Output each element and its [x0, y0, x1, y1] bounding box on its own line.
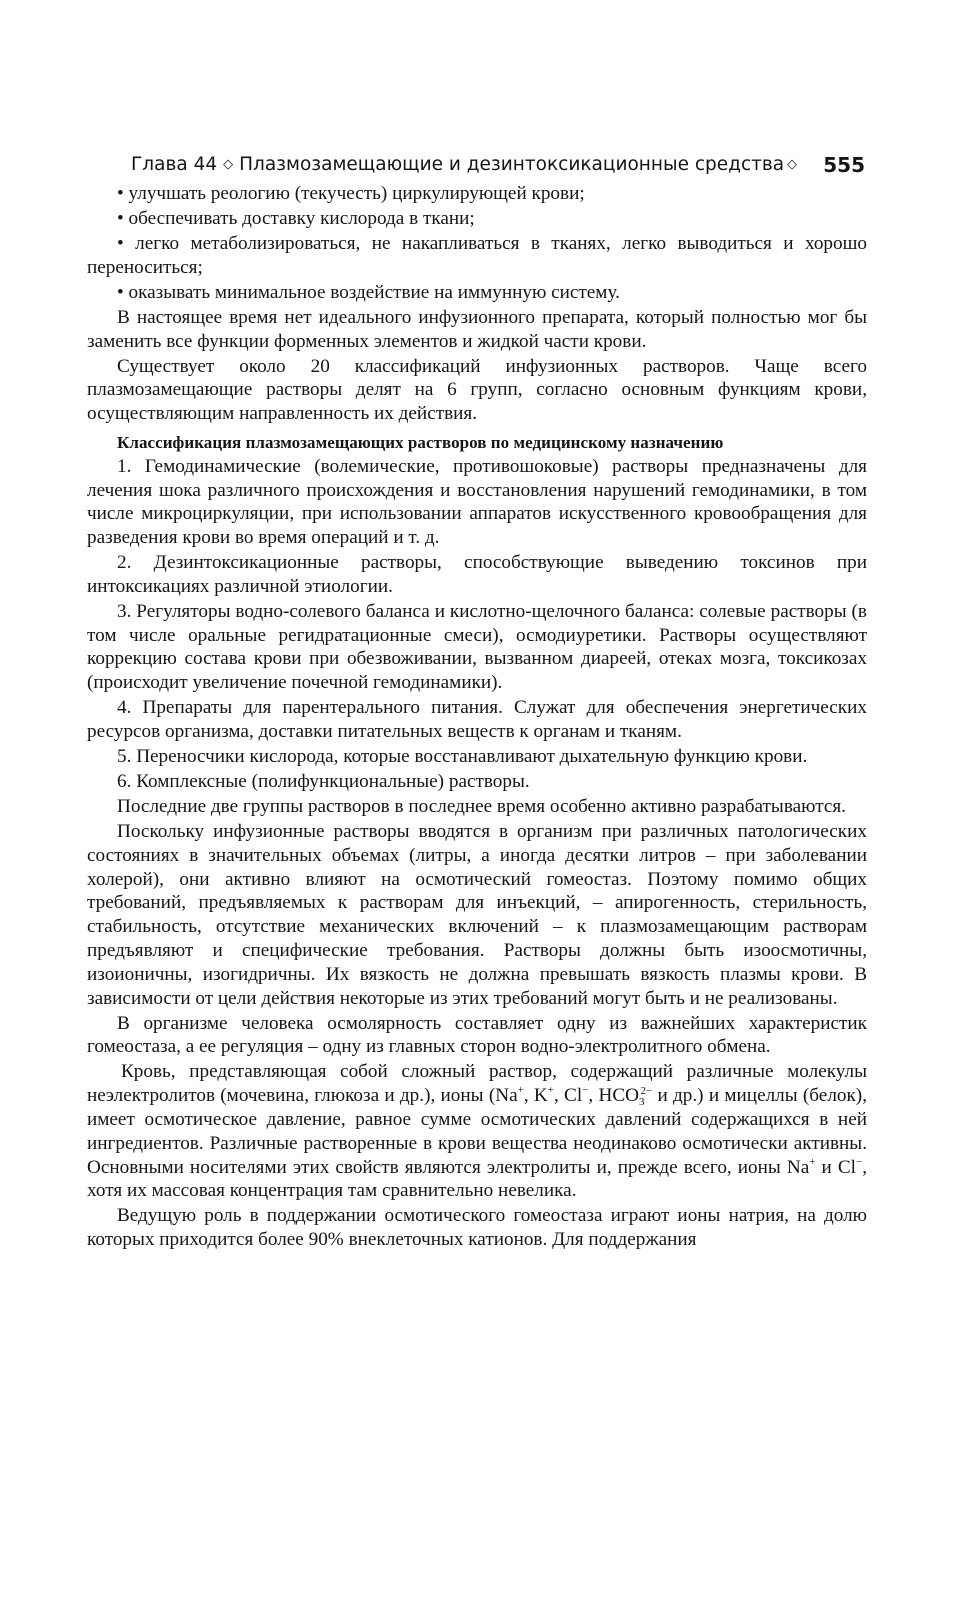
classification-item: 6. Комплексные (полифункциональные) растворы. — [117, 771, 530, 792]
classification-item: 3. Регуляторы водно-солевого баланса и кислотно-щелочного баланса: солевые растворы (в том числе оральные регидратационные смеси), осмодиуретики. Растворы осуществляют коррекцию состава крови при обезвоживании, вызванном диареей, отеках мозга, токсикозах (происходит увеличение почечной гемодинамики). — [87, 600, 867, 694]
text-run: , хотя их массовая концентрация там сравнительно невелика. — [87, 1156, 867, 1202]
bullet-item: • обеспечивать доставку кислорода в ткани; — [117, 207, 475, 229]
text-run: , Cl — [553, 1085, 583, 1107]
text-run: Кровь, представляющая собой сложный раствор, содержащий различные молекулы неэлектролитов (мочевина, глюкоза и др.), ионы (Na — [87, 1061, 867, 1107]
subscript: 3 — [639, 1096, 645, 1109]
bullet-item: • легко метаболизироваться, не накапливаться в тканях, легко выводиться и хорошо переноситься; — [87, 232, 867, 278]
bullet-item: • оказывать минимальное воздействие на иммунную систему. — [117, 281, 620, 303]
superscript: + — [809, 1155, 816, 1168]
superscript: − — [582, 1084, 589, 1097]
section-heading: Классификация плазмозамещающих растворов по медицинскому назначению — [117, 432, 724, 452]
diamond-icon: ◇ — [787, 157, 797, 172]
text-run: и Cl — [815, 1156, 856, 1178]
classification-item: 1. Гемодинамические (волемические, противошоковые) растворы предназначены для лечения шока различного происхождения и восстановления нарушений гемодинамики, в том числе микроциркуляции, при использовании аппаратов искусственного кровообращения для разведения крови во время операций и т. д. — [87, 455, 867, 549]
superscript: 2− — [640, 1085, 653, 1098]
paragraph — [87, 1060, 867, 1203]
paragraph: Существует около 20 классификаций инфузионных растворов. Чаще всего плазмозамещающие растворы делят на 6 групп, согласно основным функциям крови, осуществляющим направленность их действия. — [87, 355, 867, 425]
classification-item: 5. Переносчики кислорода, которые восстанавливают дыхательную функцию крови. — [117, 746, 808, 768]
running-header — [87, 150, 867, 180]
chapter-label: Глава 44 — [131, 154, 218, 175]
chapter-title: Плазмозамещающие и дезинтоксикационные средства — [239, 154, 785, 175]
paragraph: В организме человека осмолярность составляет одну из важнейших характеристик гомеостаза, а ее регуляция – одну из главных сторон водно-электролитного обмена. — [87, 1012, 867, 1058]
paragraph: Последние две группы растворов в последнее время особенно активно разрабатываются. — [117, 795, 846, 817]
superscript: + — [547, 1084, 554, 1097]
document-page — [87, 150, 867, 1253]
paragraph: В настоящее время нет идеального инфузионного препарата, который полностью мог бы заменить все функции форменных элементов и жидкой части крови. — [87, 306, 867, 352]
classification-item: 4. Препараты для парентерального питания. Служат для обеспечения энергетических ресурсов организма, доставки питательных веществ к органам и тканям. — [87, 697, 867, 743]
text-run: , K — [523, 1085, 548, 1107]
body-text — [87, 182, 867, 1252]
paragraph: Ведущую роль в поддержании осмотического гомеостаза играют ионы натрия, на долю которых приходится более 90% внеклеточных катионов. Для поддержания — [87, 1205, 867, 1251]
page-number: 555 — [823, 153, 865, 177]
bullet-item: • улучшать реологию (текучесть) циркулирующей крови; — [117, 183, 585, 204]
diamond-icon: ◇ — [223, 157, 234, 172]
text-run: , HCO — [588, 1085, 639, 1107]
classification-item: 2. Дезинтоксикационные растворы, способствующие выведению токсинов при интоксикациях различной этиологии. — [87, 552, 867, 597]
superscript: − — [855, 1155, 863, 1168]
text-run: и др.) и мицеллы (белок), имеет осмотическое давление, равное сумме осмотических давлений содержащихся в ней ингредиентов. Различные растворенные в крови вещества неодинаково осмотически активны. Основными носителями этих свойств являются электролиты и, прежде всего, ионы Na — [87, 1085, 867, 1178]
header-text — [131, 150, 784, 180]
superscript: + — [517, 1084, 524, 1097]
paragraph: Поскольку инфузионные растворы вводятся в организм при различных патологических состояниях в значительных объемах (литры, а иногда десятки литров – при заболевании холерой), они активно влияют на осмотический гомеостаз. Поэтому помимо общих требований, предъявляемых к растворам для инъекций, – апирогенность, стерильность, стабильность, отсутствие механических включений – к плазмозамещающим растворам предъявляют и специфические требования. Растворы должны быть изоосмотичны, изоионичны, изогидричны. Их вязкость не должна превышать вязкость плазмы крови. В зависимости от цели действия некоторые из этих требований могут быть и не реализованы. — [87, 820, 867, 1009]
